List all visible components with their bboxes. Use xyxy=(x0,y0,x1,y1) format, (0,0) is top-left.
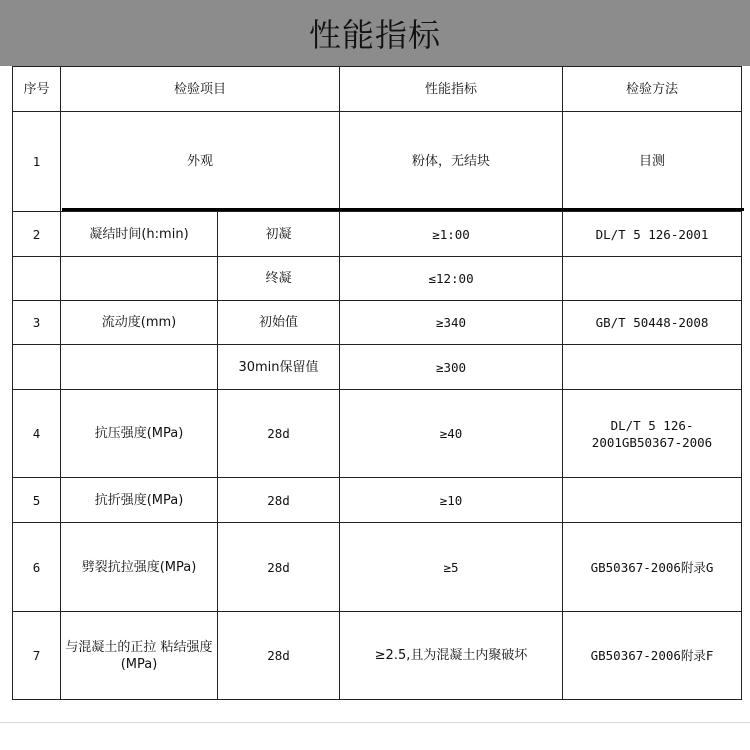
row-item: 抗压强度(MPa) xyxy=(61,390,218,478)
table-header-row xyxy=(13,67,742,112)
row-item: 流动度(mm) xyxy=(61,301,218,345)
row-method xyxy=(563,478,742,523)
row-item: 外观 xyxy=(61,112,340,212)
table-row xyxy=(13,345,742,390)
table-row xyxy=(13,212,742,257)
row-spec: ≥5 xyxy=(340,523,563,612)
table-row xyxy=(13,257,742,301)
row-no xyxy=(13,345,61,390)
row-subitem: 28d xyxy=(218,523,340,612)
header-cell-no: 序号 xyxy=(13,67,61,112)
table-row xyxy=(13,523,742,612)
row-item xyxy=(61,345,218,390)
row-method: GB50367-2006附录G xyxy=(563,523,742,612)
row-subitem: 初凝 xyxy=(218,212,340,257)
row-item: 劈裂抗拉强度(MPa) xyxy=(61,523,218,612)
row-spec: ≥1:00 xyxy=(340,212,563,257)
row-subitem: 28d xyxy=(218,390,340,478)
header-cell-spec: 性能指标 xyxy=(340,67,563,112)
title-bar xyxy=(0,0,750,66)
row-method: DL/T 5 126-2001 xyxy=(563,212,742,257)
header-cell-item: 检验项目 xyxy=(61,67,340,112)
table-row xyxy=(13,478,742,523)
row-no xyxy=(13,257,61,301)
row-spec: ≥40 xyxy=(340,390,563,478)
row-no: 6 xyxy=(13,523,61,612)
table-row xyxy=(13,112,742,212)
row-spec: ≥340 xyxy=(340,301,563,345)
row-method: 目测 xyxy=(563,112,742,212)
table-row xyxy=(13,301,742,345)
row-method: GB/T 50448-2008 xyxy=(563,301,742,345)
row-spec: 粉体，无结块 xyxy=(340,112,563,212)
row-spec: ≥10 xyxy=(340,478,563,523)
row-method xyxy=(563,257,742,301)
table-row xyxy=(13,390,742,478)
spec-table-container xyxy=(12,66,741,700)
row-method: DL/T 5 126-2001GB50367-2006 xyxy=(563,390,742,478)
row-spec: ≥300 xyxy=(340,345,563,390)
spec-table xyxy=(12,66,742,700)
row-no: 1 xyxy=(13,112,61,212)
row-no: 5 xyxy=(13,478,61,523)
row-spec: ≥2.5,且为混凝土内聚破坏 xyxy=(340,612,563,700)
row-no: 4 xyxy=(13,390,61,478)
row-no: 3 xyxy=(13,301,61,345)
row-item xyxy=(61,257,218,301)
table-row xyxy=(13,612,742,700)
row-subitem: 28d xyxy=(218,612,340,700)
row-no: 2 xyxy=(13,212,61,257)
row-subitem: 28d xyxy=(218,478,340,523)
page-title: 性能指标 xyxy=(308,16,441,54)
row-item: 抗折强度(MPa) xyxy=(61,478,218,523)
row-no: 7 xyxy=(13,612,61,700)
row-spec: ≤12:00 xyxy=(340,257,563,301)
header-cell-method: 检验方法 xyxy=(563,67,742,112)
row-subitem: 30min保留值 xyxy=(218,345,340,390)
row-method xyxy=(563,345,742,390)
row-subitem: 终凝 xyxy=(218,257,340,301)
divider-rule xyxy=(62,208,744,211)
row-method: GB50367-2006附录F xyxy=(563,612,742,700)
row-subitem: 初始值 xyxy=(218,301,340,345)
page-bottom-divider xyxy=(0,722,750,723)
row-item: 凝结时间(h:min) xyxy=(61,212,218,257)
row-item: 与混凝土的正拉 粘结强度(MPa) xyxy=(61,612,218,700)
